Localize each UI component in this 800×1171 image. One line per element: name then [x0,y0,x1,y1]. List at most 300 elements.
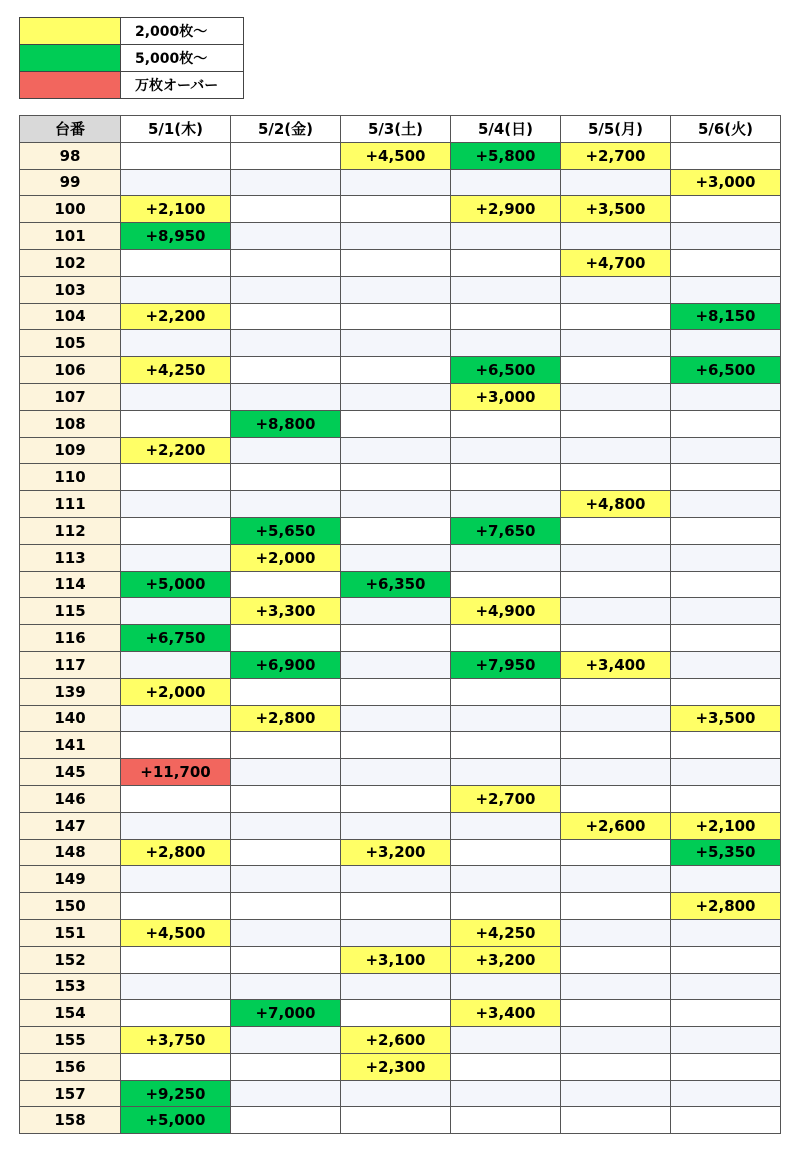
payout-cell [341,625,451,652]
machine-number-cell: 141 [20,732,121,759]
payout-cell [451,625,561,652]
payout-cell [451,464,561,491]
payout-cell [451,839,561,866]
column-header-date: 5/4(日) [451,116,561,143]
payout-cell [341,491,451,518]
table-row [20,759,781,786]
payout-cell [671,598,781,625]
payout-cell [121,169,231,196]
payout-cell [671,1000,781,1027]
machine-number-cell: 157 [20,1080,121,1107]
payout-cell [561,893,671,920]
payout-cell [341,651,451,678]
table-row [20,276,781,303]
payout-cell [231,330,341,357]
machine-number-cell: 139 [20,678,121,705]
payout-cell: +6,500 [451,357,561,384]
payout-cell: +3,300 [231,598,341,625]
table-row [20,383,781,410]
payout-cell [341,357,451,384]
payout-cell [671,437,781,464]
table-row [20,1027,781,1054]
legend-swatch-red [20,72,121,99]
payout-cell [561,303,671,330]
payout-cell [231,169,341,196]
table-row [20,303,781,330]
payout-cell [671,1027,781,1054]
legend-label: 5,000枚〜 [121,45,244,72]
payout-cell [341,1000,451,1027]
payout-cell [341,1080,451,1107]
machine-number-cell: 99 [20,169,121,196]
payout-cell [341,223,451,250]
table-row [20,544,781,571]
payout-cell [671,249,781,276]
table-row [20,893,781,920]
payout-cell: +2,000 [121,678,231,705]
payout-cell [671,625,781,652]
payout-cell [671,946,781,973]
machine-number-cell: 101 [20,223,121,250]
payout-cell [561,919,671,946]
payout-cell [671,651,781,678]
payout-cell [671,1080,781,1107]
column-header-date: 5/2(金) [231,116,341,143]
table-row [20,437,781,464]
payout-cell: +4,250 [121,357,231,384]
payout-cell [231,866,341,893]
table-row [20,1107,781,1134]
table-row [20,517,781,544]
payout-cell [561,598,671,625]
payout-cell [671,1107,781,1134]
payout-cell [341,544,451,571]
legend-label: 2,000枚〜 [121,18,244,45]
table-row [20,1080,781,1107]
payout-cell [121,1053,231,1080]
payout-cell [561,464,671,491]
payout-cell [671,571,781,598]
machine-number-cell: 152 [20,946,121,973]
payout-cell [231,839,341,866]
payout-cell [121,142,231,169]
payout-cell [671,759,781,786]
payout-cell [451,973,561,1000]
payout-cell: +8,950 [121,223,231,250]
payout-cell: +3,500 [671,705,781,732]
machine-number-cell: 114 [20,571,121,598]
payout-cell [451,571,561,598]
payout-cell [561,946,671,973]
machine-number-cell: 105 [20,330,121,357]
payout-cell [671,678,781,705]
legend-swatch-yellow [20,18,121,45]
payout-cell [121,598,231,625]
payout-cell [341,303,451,330]
legend-label: 万枚オーバー [121,72,244,99]
payout-cell [451,249,561,276]
table-row [20,678,781,705]
payout-cell [451,223,561,250]
payout-cell [341,330,451,357]
payout-cell [451,491,561,518]
payout-cell: +4,700 [561,249,671,276]
machine-number-cell: 111 [20,491,121,518]
payout-cell [341,759,451,786]
payout-cell [451,1107,561,1134]
payout-cell [561,866,671,893]
payout-cell: +6,900 [231,651,341,678]
payout-cell: +4,500 [121,919,231,946]
payout-cell: +7,000 [231,1000,341,1027]
column-header-date: 5/1(木) [121,116,231,143]
payout-cell: +2,300 [341,1053,451,1080]
payout-cell [231,196,341,223]
payout-cell [231,491,341,518]
payout-cell [231,303,341,330]
payout-cell [671,491,781,518]
payout-cell [121,812,231,839]
payout-cell [671,544,781,571]
payout-cell [451,410,561,437]
machine-number-cell: 145 [20,759,121,786]
payout-cell [341,410,451,437]
payout-cell [121,491,231,518]
machine-number-cell: 98 [20,142,121,169]
table-row [20,812,781,839]
machine-number-cell: 149 [20,866,121,893]
machine-number-cell: 147 [20,812,121,839]
payout-cell [561,1107,671,1134]
payout-cell [121,973,231,1000]
machine-number-cell: 150 [20,893,121,920]
payout-cell: +5,000 [121,1107,231,1134]
payout-cell [451,544,561,571]
payout-cell: +6,350 [341,571,451,598]
payout-cell [451,732,561,759]
payout-cell: +6,500 [671,357,781,384]
table-row [20,464,781,491]
payout-cell [451,866,561,893]
payout-cell [671,196,781,223]
payout-cell [561,973,671,1000]
table-row [20,571,781,598]
payout-cell [341,893,451,920]
payout-cell [231,464,341,491]
payout-cell: +2,600 [561,812,671,839]
payout-cell [341,437,451,464]
payout-cell: +2,700 [451,785,561,812]
payout-cell: +4,500 [341,142,451,169]
table-row [20,1053,781,1080]
payout-cell [341,1107,451,1134]
header-row [20,116,781,143]
payout-cell: +2,200 [121,437,231,464]
payout-cell: +2,100 [121,196,231,223]
payout-cell [121,893,231,920]
payout-cell [561,357,671,384]
payout-cell: +2,000 [231,544,341,571]
machine-number-cell: 148 [20,839,121,866]
payout-cell [671,276,781,303]
payout-cell [341,276,451,303]
payout-cell [121,464,231,491]
payout-cell [451,705,561,732]
column-header-date: 5/5(月) [561,116,671,143]
payout-cell [121,705,231,732]
payout-cell [231,357,341,384]
payout-cell [231,678,341,705]
payout-cell: +3,500 [561,196,671,223]
payout-cell: +5,800 [451,142,561,169]
payout-cell [231,759,341,786]
payout-cell [341,249,451,276]
payout-cell [671,1053,781,1080]
payout-cell [671,223,781,250]
payout-cell [561,223,671,250]
payout-cell [231,142,341,169]
machine-number-cell: 108 [20,410,121,437]
table-row [20,169,781,196]
payout-cell [341,383,451,410]
payout-cell: +3,100 [341,946,451,973]
payout-cell [671,517,781,544]
payout-cell [671,464,781,491]
payout-cell [561,785,671,812]
payout-cell [451,1080,561,1107]
payout-cell: +3,200 [451,946,561,973]
table-row [20,249,781,276]
payout-cell: +7,950 [451,651,561,678]
payout-cell [451,303,561,330]
table-row [20,625,781,652]
machine-number-cell: 156 [20,1053,121,1080]
payout-cell [671,383,781,410]
column-header-date: 5/6(火) [671,116,781,143]
payout-cell: +11,700 [121,759,231,786]
payout-cell [341,678,451,705]
table-row [20,357,781,384]
table-row [20,598,781,625]
machine-number-cell: 113 [20,544,121,571]
table-row [20,1000,781,1027]
payout-cell [671,410,781,437]
payout-cell [121,517,231,544]
payout-cell [561,1027,671,1054]
payout-cell [231,919,341,946]
payout-cell: +2,800 [121,839,231,866]
machine-number-cell: 146 [20,785,121,812]
payout-cell: +2,800 [671,893,781,920]
table-row [20,705,781,732]
payout-cell [451,437,561,464]
table-row [20,196,781,223]
machine-number-cell: 112 [20,517,121,544]
table-row [20,919,781,946]
machine-number-cell: 102 [20,249,121,276]
machine-number-cell: 107 [20,383,121,410]
column-header-machine-number: 台番 [20,116,121,143]
payout-cell [561,839,671,866]
payout-cell [671,919,781,946]
payout-cell [121,383,231,410]
machine-number-cell: 103 [20,276,121,303]
table-row [20,330,781,357]
payout-cell: +3,000 [451,383,561,410]
payout-cell [231,893,341,920]
payout-cell [341,973,451,1000]
payout-cell [121,330,231,357]
payout-cell: +4,800 [561,491,671,518]
payout-cell: +2,800 [231,705,341,732]
machine-number-cell: 155 [20,1027,121,1054]
machine-number-cell: 110 [20,464,121,491]
payout-cell: +3,000 [671,169,781,196]
payout-cell [561,330,671,357]
machine-number-cell: 158 [20,1107,121,1134]
machine-number-cell: 115 [20,598,121,625]
payout-cell [451,759,561,786]
machine-number-cell: 151 [20,919,121,946]
payout-cell [561,169,671,196]
payout-cell [561,517,671,544]
payout-cell: +3,400 [451,1000,561,1027]
payout-cell [231,973,341,1000]
payout-cell [671,330,781,357]
payout-cell [341,517,451,544]
payout-cell [671,866,781,893]
machine-number-cell: 140 [20,705,121,732]
payout-cell: +7,650 [451,517,561,544]
payout-cell [451,276,561,303]
payout-cell [341,464,451,491]
column-header-date: 5/3(土) [341,116,451,143]
payout-cell [121,732,231,759]
table-row [20,142,781,169]
payout-cell [231,1107,341,1134]
payout-cell: +3,400 [561,651,671,678]
payout-cell [121,946,231,973]
payout-cell: +6,750 [121,625,231,652]
payout-cell [561,732,671,759]
legend-swatch-green [20,45,121,72]
table-row [20,491,781,518]
payout-cell [121,249,231,276]
payout-cell [231,1027,341,1054]
payout-cell [231,383,341,410]
payout-cell [561,383,671,410]
machine-number-cell: 116 [20,625,121,652]
payout-cell [671,732,781,759]
table-row [20,946,781,973]
payout-cell [561,678,671,705]
legend-row [20,45,244,72]
payout-cell [561,276,671,303]
payout-cell [231,249,341,276]
payout-cell [561,571,671,598]
payout-cell [231,785,341,812]
payout-cell [561,1080,671,1107]
payout-cell [231,571,341,598]
legend-row [20,18,244,45]
payout-cell [451,678,561,705]
payout-cell: +2,700 [561,142,671,169]
table-row [20,223,781,250]
payout-cell [121,651,231,678]
payout-cell [451,330,561,357]
machine-number-cell: 117 [20,651,121,678]
machine-number-cell: 100 [20,196,121,223]
payout-cell [341,812,451,839]
table-row [20,785,781,812]
payout-cell [671,973,781,1000]
payout-cell [341,196,451,223]
payout-cell [561,1000,671,1027]
payout-cell [231,1080,341,1107]
payout-cell [561,544,671,571]
payout-cell [341,866,451,893]
payout-cell [121,1000,231,1027]
payout-cell [341,169,451,196]
table-row [20,839,781,866]
table-row [20,732,781,759]
payout-cell [121,544,231,571]
payout-cell: +2,600 [341,1027,451,1054]
payout-cell [451,812,561,839]
payout-cell: +2,100 [671,812,781,839]
payout-table [19,115,781,1134]
payout-cell [231,276,341,303]
payout-cell [561,705,671,732]
payout-cell: +4,900 [451,598,561,625]
legend-row [20,72,244,99]
payout-cell [121,866,231,893]
payout-cell [231,437,341,464]
payout-cell: +2,200 [121,303,231,330]
payout-cell [341,705,451,732]
payout-cell [561,410,671,437]
payout-cell: +9,250 [121,1080,231,1107]
payout-cell: +5,650 [231,517,341,544]
payout-cell [231,1053,341,1080]
payout-cell [341,598,451,625]
payout-cell [561,437,671,464]
payout-cell [451,1027,561,1054]
payout-cell [561,625,671,652]
payout-cell: +3,200 [341,839,451,866]
machine-number-cell: 104 [20,303,121,330]
payout-cell [451,893,561,920]
payout-cell [231,732,341,759]
payout-cell [451,169,561,196]
machine-number-cell: 109 [20,437,121,464]
machine-number-cell: 106 [20,357,121,384]
payout-cell [671,785,781,812]
payout-cell [561,759,671,786]
table-row [20,866,781,893]
payout-cell: +4,250 [451,919,561,946]
payout-cell [231,946,341,973]
payout-cell [341,919,451,946]
payout-cell [451,1053,561,1080]
color-legend [19,17,244,99]
payout-cell [121,410,231,437]
table-row [20,651,781,678]
payout-cell: +3,750 [121,1027,231,1054]
payout-cell [231,223,341,250]
payout-cell [231,812,341,839]
payout-cell: +2,900 [451,196,561,223]
